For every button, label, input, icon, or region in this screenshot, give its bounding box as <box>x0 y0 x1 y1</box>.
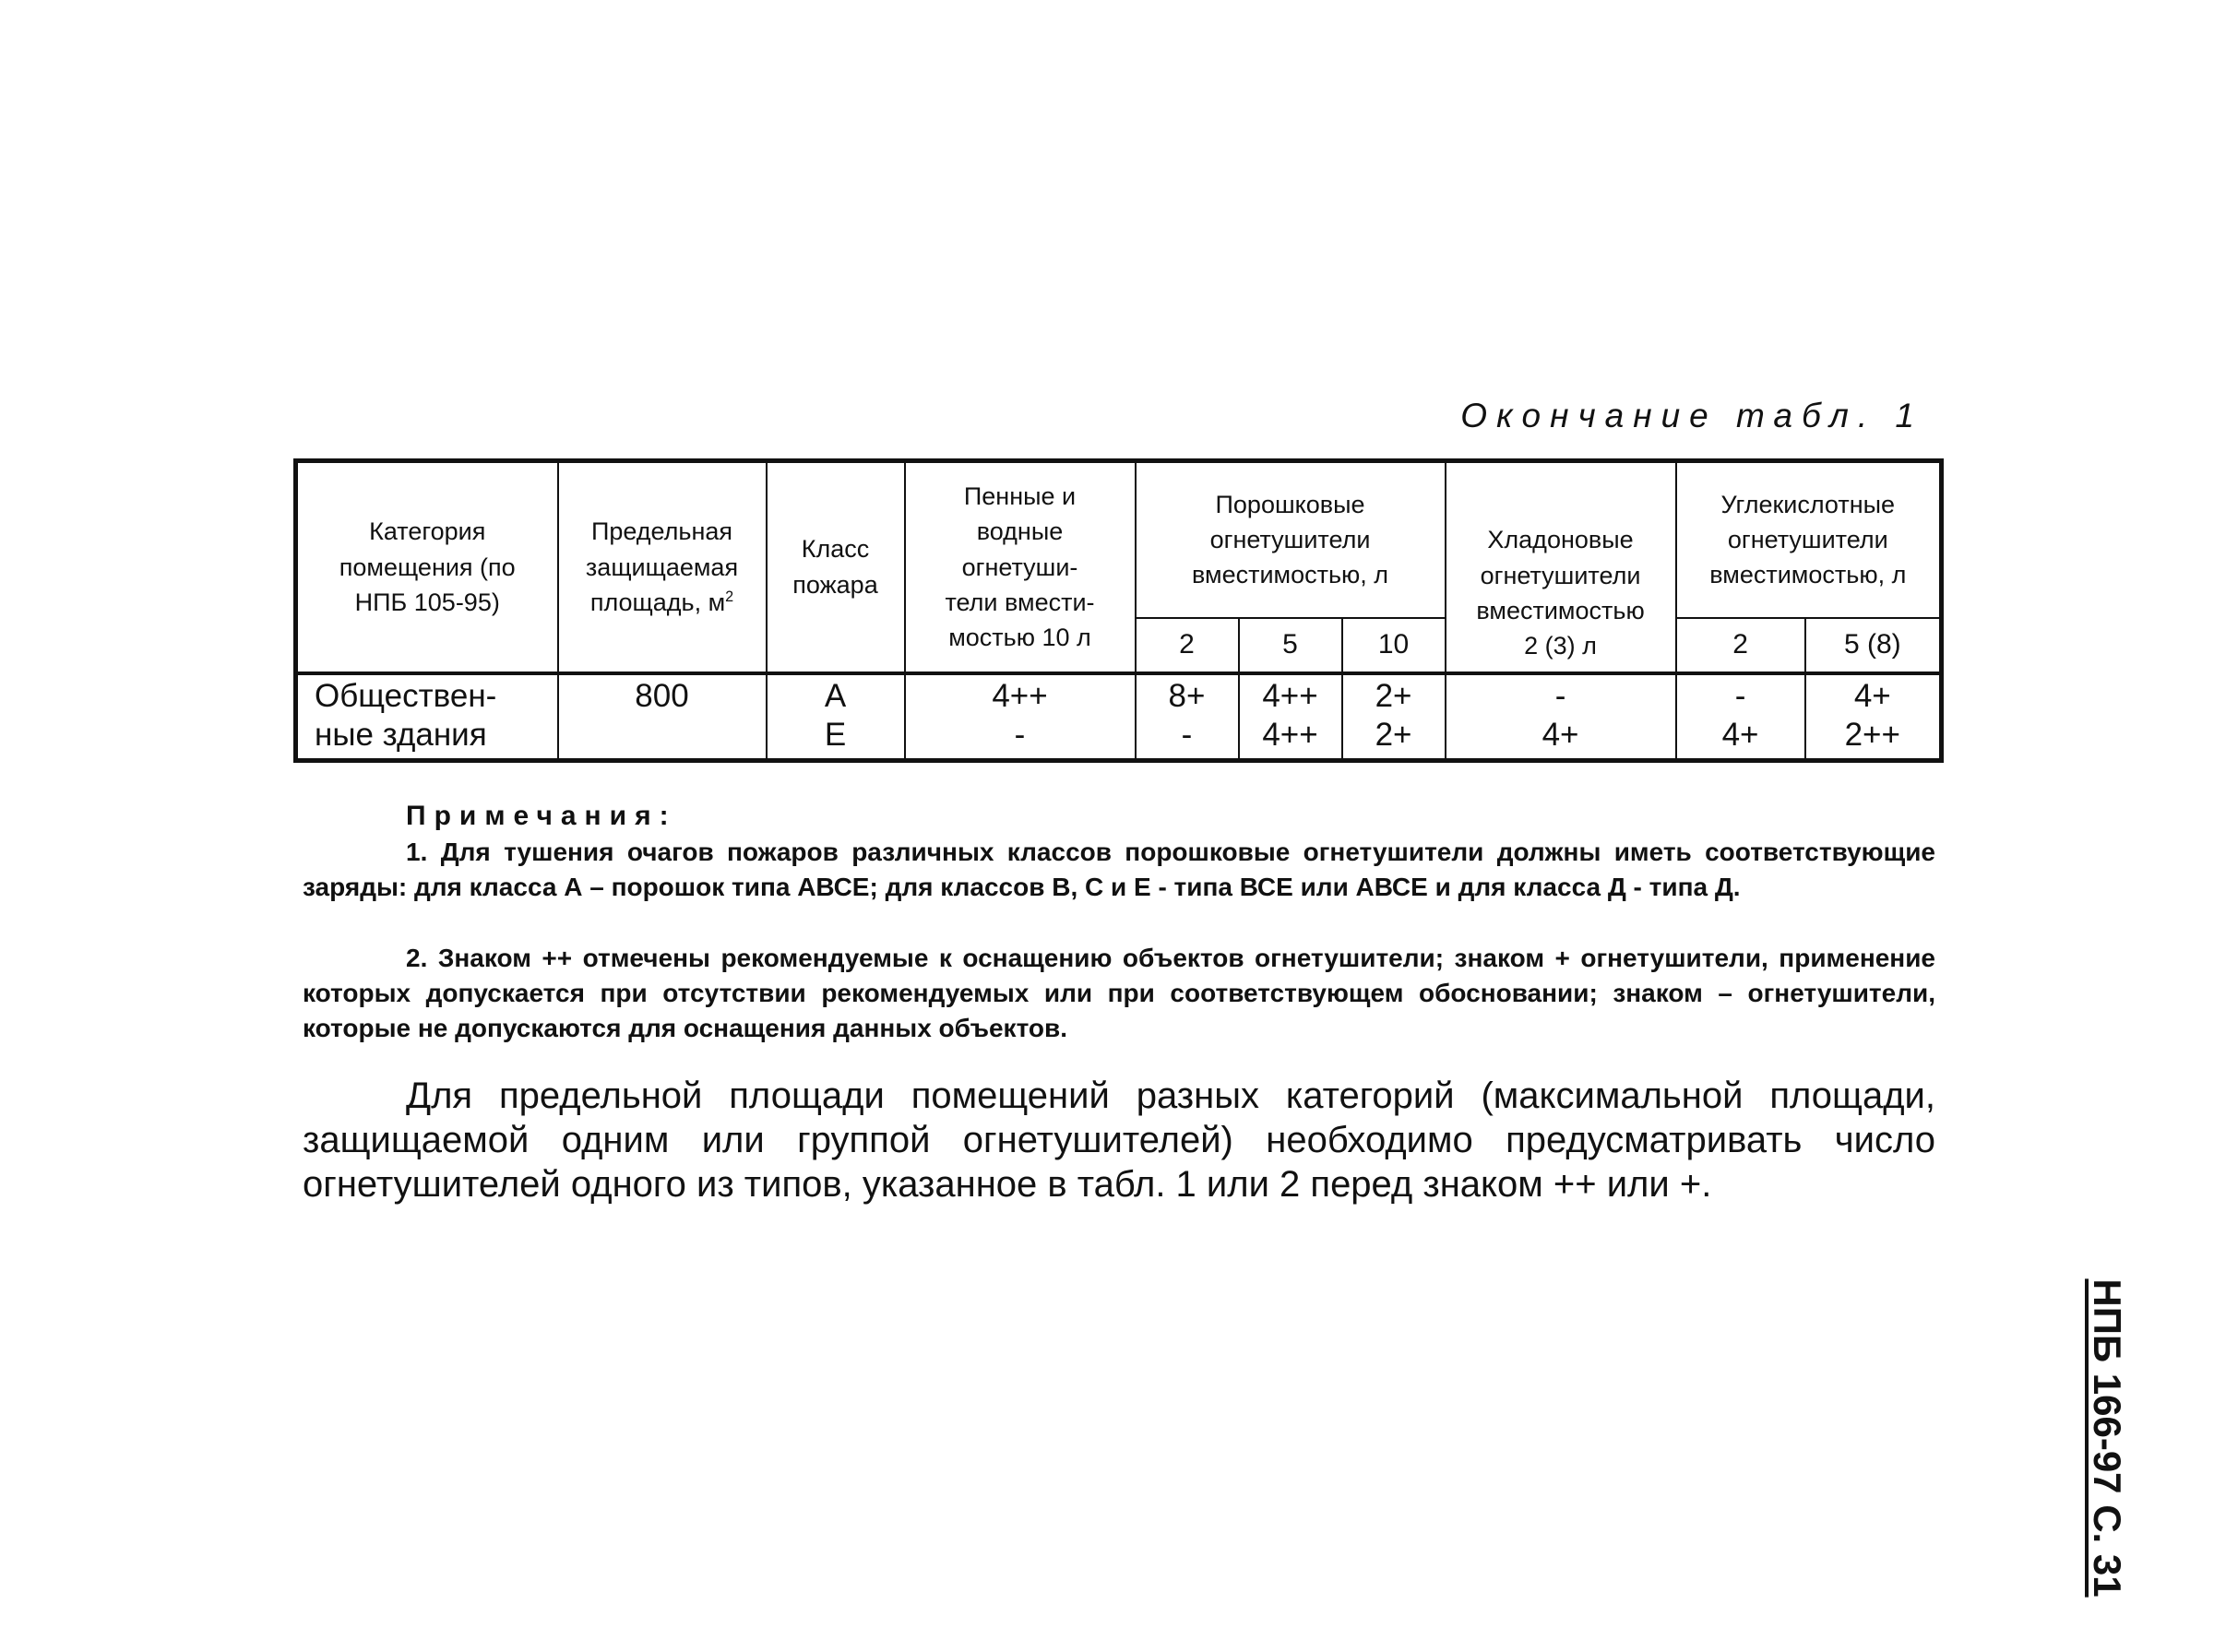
cell-area: 800 <box>558 673 767 761</box>
header-protected-area: Предельная защищаемая площадь, $м^2$ <box>558 461 767 673</box>
cell-co2-5-8: 4+ 2++ <box>1805 673 1942 761</box>
header-co2: Углекислотные огнетушители вместимостью, л <box>1676 461 1942 618</box>
extinguisher-table <box>293 458 1944 763</box>
header-powder-10: 10 <box>1342 618 1446 673</box>
cell-foam: 4++ - <box>905 673 1136 761</box>
header-powder-5: 5 <box>1239 618 1342 673</box>
header-category: Категория помещения (по НПБ 105-95) <box>296 461 558 673</box>
note-1: 1. Для тушения очагов пожаров различных классов порошковые огнетушители должны иметь соответствующие заряды: для класса А – порошок типа АВСЕ; для классов В, С и Е - типа ВСЕ или АВСЕ и для класса Д - типа Д. <box>303 838 1935 901</box>
table-continuation-label: Окончание табл. 1 <box>1460 397 1923 434</box>
notes-title: Примечания: <box>406 801 677 831</box>
body-paragraph: Для предельной площади помещений разных категорий (максимальной площади, защищаемой одним или группой огнетушителей) необходимо предусматривать число огнетушителей одного из типов, указанное в табл. 1 или 2 перед знаком ++ или +. <box>303 1076 1935 1205</box>
header-halon: Хладоновые огнетушители вместимостью 2 (3) л <box>1446 461 1676 673</box>
cell-powder-10: 2+ 2+ <box>1342 673 1446 761</box>
header-co2-5-8: 5 (8) <box>1805 618 1942 673</box>
header-powder: Порошковые огнетушители вместимостью, л <box>1136 461 1446 618</box>
header-foam-water: Пенные и водные огнетуши- тели вмести- мостью 10 л <box>905 461 1136 673</box>
cell-powder-2: 8+ - <box>1136 673 1239 761</box>
table-row-public-buildings <box>296 673 1942 761</box>
header-powder-2: 2 <box>1136 618 1239 673</box>
cell-category: Обществен- ные здания <box>296 673 558 761</box>
header-co2-2: 2 <box>1676 618 1805 673</box>
cell-powder-5: 4++ 4++ <box>1239 673 1342 761</box>
cell-halon: - 4+ <box>1446 673 1676 761</box>
header-fire-class: Класс пожара <box>767 461 905 673</box>
note-2: 2. Знаком ++ отмечены рекомендуемые к оснащению объектов огнетушители; знаком + огнетушители, применение которых допускается при отсутствии рекомендуемых или при соответствующем обосновании; знаком – огнетушители, которые не допускаются для оснащения данных объектов. <box>303 944 1935 1042</box>
cell-co2-2: - 4+ <box>1676 673 1805 761</box>
page-side-label: НПБ 166-97 С. 31 <box>2086 1278 2129 1598</box>
cell-fire-class: A E <box>767 673 905 761</box>
